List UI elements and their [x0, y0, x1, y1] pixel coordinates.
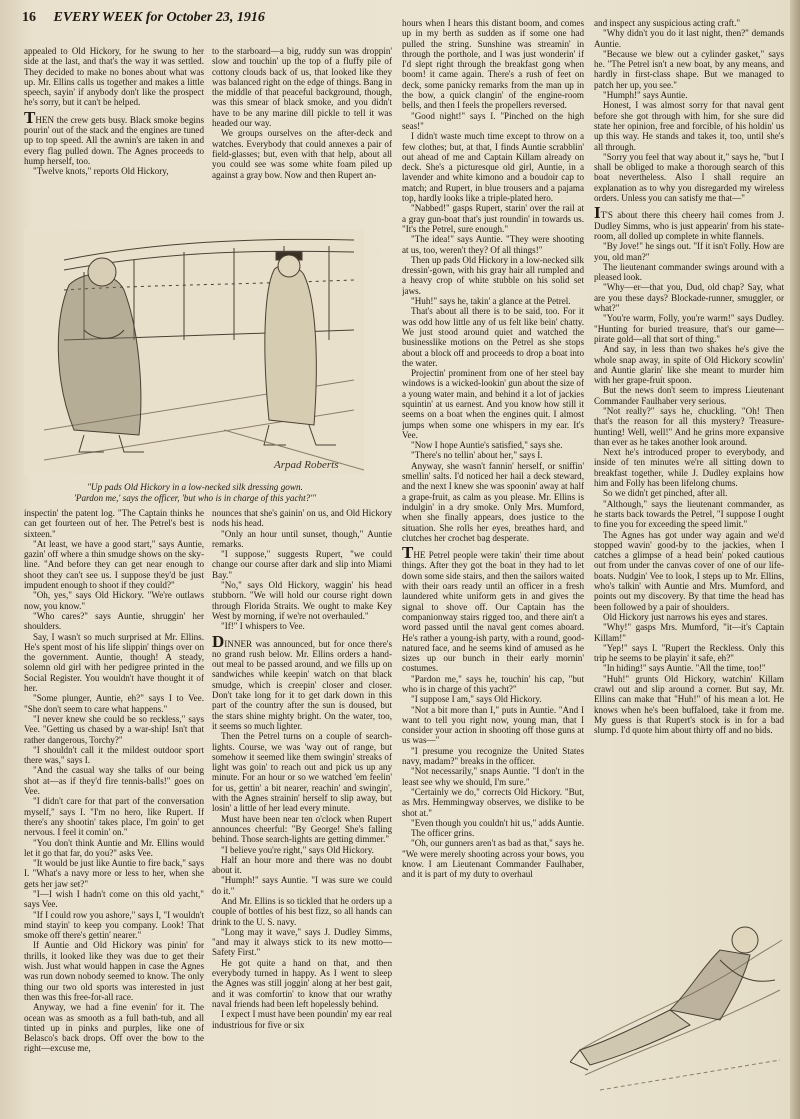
paragraph: hours when I hears this distant boom, and comes up in my berth as sudden as if some one had pulled the string. Sunshine was streamin' in through the porthole, and I was just wonderin' if I'd slept right through the breakfast gong when boom! it came again. There's a rush of feet on deck, some panicky remarks from the man up in the bow, a quick clangin' of the engine-room bells, and then I feels the propellers reversed. — [402, 18, 584, 111]
paragraph: "You don't think Auntie and Mr. Ellins would let it go that far, do you?" asks Vee. — [24, 837, 204, 858]
paragraph: "There's no tellin' about her," says I. — [411, 450, 543, 461]
story-illustration — [24, 230, 364, 474]
paragraph: The officer grins. — [411, 828, 475, 839]
paragraph: Must have been near ten o'clock when Rupert announces cheerful: "By George! She's falling behind. Those search-lights are getting dimmer." — [212, 813, 392, 845]
paragraph: "Why—er—that you, Dud, old chap? Say, what are you these days? Blockade-runner, smuggler, or what?" — [594, 282, 784, 314]
paragraph: "I shouldn't call it the mildest outdoor sport there was," says I. — [24, 744, 204, 766]
paragraph: Then up pads Old Hickory in a low-necked silk dressin'-gown, with his gray hair all rumpled and a heavy crop of white stubble on his solid set jaws. — [402, 254, 584, 296]
figure-old-hickory — [58, 274, 141, 435]
paragraph: That's about all there is to be said, too. For it was odd how little any of us felt like bein' chatty. We just stood around quiet and watched the businesslike motions on the Petrel as she stops about a block off and proceeds to drop a boat into the water. — [402, 306, 584, 368]
paragraph: "Oh, yes," says Old Hickory. "We're outlaws now, you know." — [24, 590, 204, 611]
paragraph: The Agnes has got under way again and we'd stopped wavin' good-by to the jackies, when I catches a glimpse of a head bein' poked cautious out from under the canvas cover of one of our life-boats. Nudgin' Vee to look, I steps up to Mr. Ellins, who's talkin' with Auntie and Mrs. Mumford, and points out my discovery. By that time the head has been followed by a pair of shoulders. — [594, 529, 784, 612]
paragraph: If Auntie and Old Hickory was pinin' for thrills, it looked like they was due to get their wish. Just what would happen in case the Agnes was run down nobody seemed to know. The only thing our two old sports was interested in just then was this free-for-all race. — [24, 940, 204, 1002]
paragraph: "Twelve knots," reports Old Hickory, — [33, 166, 169, 177]
column-1-top — [24, 46, 204, 228]
paragraph: to the starboard—a big, ruddy sun was droppin' slow and touchin' up the top of a fluffy pile of cottony clouds back of us, that looked like they was balanced right on the edge of things. Bang in the middle of that peaceful background, though, was this smear of black smoke, and you didn't have to be any marine dill pickle to tell it was headed our way. — [212, 46, 392, 129]
drop-cap-i: I — [594, 203, 601, 223]
figure-naval-officer — [265, 265, 316, 425]
paragraph: "At least, we have a good start," says Auntie, gazin' off where a thin smudge shows on the sky-line. "And before they can get near enough to shoot they can't see us. I suppose they'd be just impudent enough to shoot if they could?" — [24, 538, 204, 591]
column-2-top — [212, 46, 392, 228]
paragraph: "I believe you're right," says Old Hickory. — [221, 844, 374, 855]
sketch-deck-scene — [24, 230, 364, 474]
paragraph: "I suppose," suggests Rupert, "we could change our course after dark and slip into Miami Bay." — [212, 549, 392, 580]
paragraph: "Why didn't you do it last night, then?" demands Auntie. — [594, 28, 784, 49]
paragraph: Projectin' prominent from one of her steel bay windows is a wicked-lookin' gun about the size of a young water main, and behind it a lot of jackies squintin' at us earnest. And you know how still it seems on a boat when the engines quit. I almost jumps when some one whispers in my ear. It's Vee. — [402, 368, 584, 440]
paragraph: "I—I wish I hadn't come on this old yacht," says Vee. — [24, 888, 204, 910]
paragraph: "If I could row you ashore," says I, "I wouldn't mind stayin' to keep you company. Look! That smoke off there's gettin' nearer." — [24, 909, 204, 941]
paragraph: Anyway, we had a fine evenin' for it. The ocean was as smooth as a full bath-tub, and all tinted up in pinks and purples, like one of Belasco's back drops. Off over the bow to the right—excuse me, — [24, 1002, 204, 1054]
paragraph: "Not really?" says he, chuckling. "Oh! Then that's the reason for all this mystery? Treasure-hunting! Well, well!" And he grins more expansive than ever as he takes another look around. — [594, 405, 784, 447]
artist-signature: Arpad Roberts — [274, 459, 339, 471]
paragraph: "Even though you couldn't hit us," adds Auntie. — [411, 817, 584, 828]
paragraph: "Pardon me," says he, touchin' his cap, "but who is in charge of this yacht?" — [402, 673, 584, 694]
paragraph: "I didn't care for that part of the conversation myself," says I. "I'm no hero, like Rupert. If there's any shootin' takes place, I'm goin' to get nervous. I feel it comin' on." — [24, 796, 204, 838]
paragraph: "Humph!" says Auntie. — [603, 90, 688, 101]
column-3 — [402, 18, 584, 1110]
paragraph: "Good night!" says I. "Pinched on the high seas!" — [402, 110, 584, 131]
drop-cap-t: T — [402, 543, 414, 563]
rail-line — [64, 239, 354, 260]
paragraph: "By Jove!" he sings out. "If it isn't Folly. How are you, old man?" — [594, 241, 784, 262]
section-start-paragraph: IT'S about there this cheery hail comes from J. Dudley Simms, who is just appearin' from his state-room, all dolled up complete in white flannels. — [594, 203, 784, 241]
illustration-caption — [30, 482, 360, 504]
paragraph: "Because we blew out a cylinder gasket," says he. "The Petrel isn't a new boat, by any means, and hardly in first-class shape. But we managed to patch her up, you see." — [594, 48, 784, 90]
paragraph: "And the casual way she talks of our being shot at—as if they'd fire tennis-balls!" goes on Vee. — [24, 765, 204, 797]
paragraph: "Now I hope Auntie's satisfied," says she. — [411, 440, 563, 451]
paragraph: nounces that she's gainin' on us, and Old Hickory nods his head. — [212, 508, 392, 529]
paragraph: "Long may it wave," says J. Dudley Simms, "and may it always stick to its new motto—Safety First." — [212, 926, 392, 958]
caption-line: "Up pads Old Hickory in a low-necked silk dressing gown. — [87, 482, 303, 492]
paragraph: "Some plunger, Auntie, eh?" says I to Vee. "She don't seem to care what happens." — [24, 693, 204, 714]
paragraph: "I never knew she could be so reckless," says Vee. "Getting us chased by a war-ship! Isn't that rather dangerous, Torchy?" — [24, 713, 204, 745]
paragraph: "Nabbed!" gasps Rupert, starin' over the rail at a gray gun-boat that's just roundin' in towards us. "It's the Petrel, sure enough." — [402, 203, 584, 234]
paragraph: "Huh!" says he, takin' a glance at the Petrel. — [411, 296, 571, 307]
paragraph: "Certainly we do," corrects Old Hickory. "But, as Mrs. Hemmingway observes, we dislike to be shot at." — [402, 786, 584, 818]
paragraph: "Huh!" grunts Old Hickory, watchin' Killam crawl out and slip around a corner. But say, Mr. Ellins can make that "Huh!" of his mean a lot. He knows when he's been buffaloed, take it from me. My guess is that Rupert's stock is in for a bad slump. I'd quote him about thirty off and no bids. — [594, 673, 784, 736]
paragraph: Say, I wasn't so much surprised at Mr. Ellins. He's spent most of his life slippin' things over on the government. Auntie, though! A steady, solemn old girl with her pedigree printed in the Social Register. You wouldn't have thought it of her. — [24, 631, 204, 694]
paragraph: So we didn't get pinched, after all. — [603, 488, 728, 499]
paragraph: "Not necessarily," snaps Auntie. "I don't in the least see why we should, I'm sure." — [402, 766, 584, 787]
paragraph: "Why!" gasps Mrs. Mumford, "it—it's Captain Killam!" — [594, 622, 784, 643]
paragraph: "If!" I whispers to Vee. — [221, 621, 305, 632]
reclining-man-sketch — [570, 900, 788, 1110]
paragraph: Anyway, she wasn't fannin' herself, or sniffin' smellin' salts. I'd noticed her hail a deck steward, and the next I knew she was spoonin' away at half a grape-fruit, as calm as you please. Mr. Ellins is indulgin' in a dry smoke. Only Mrs. Mumford, when she finally appears, does justice to the situation. She rolls her eyes, breathes hard, and clutches her crochet bag desperate. — [402, 460, 584, 543]
section-start-paragraph: THEN the crew gets busy. Black smoke begins pourin' out of the stack and the engines are tuned up to top speed. All the awnin's are taken in and every flag pulled down. The Agnes proceeds to hump herself, too. — [24, 107, 204, 166]
page-edge-shadow — [790, 0, 800, 1119]
column-4 — [594, 18, 784, 896]
paragraph: "Oh, our gunners aren't as bad as that," says he. "We were merely shooting across your bows, you know. I am Lieutenant Commander Faulhaber, and it is part of my duty to overhaul — [402, 838, 584, 880]
paragraph: Next he's introduced proper to everybody, and inside of ten minutes we're all sitting down to breakfast together, while J. Dudley explains how him and Folly has been lifelong chums. — [594, 447, 784, 489]
paragraph: And say, in less than two shakes he's give the whole snap away, in spite of Old Hickory scowlin' and Auntie glarin' like she meant to murder him with her grape-fruit spoon. — [594, 344, 784, 386]
page-number: 16 — [22, 10, 36, 25]
paragraph: "It would be just like Auntie to fire back," says I. "What's a navy more or less to her, when she gets her jaw set?" — [24, 858, 204, 889]
paragraph: "Although," says the lieutenant commander, as he starts back towards the Petrel, "I suppose I ought to fine you for exceeding the speed limit." — [594, 498, 784, 530]
paragraph: "The idea!" says Auntie. "They were shooting at us, too, weren't they? Of all things!" — [402, 234, 584, 255]
paragraph: "In hiding!" says Auntie. "All the time, too!" — [603, 663, 766, 674]
paragraph: "I suppose I am," says Old Hickory. — [411, 694, 542, 705]
paragraph: "Yep!" says I. "Rupert the Reckless. Only this trip he seems to be playin' it safe, eh?" — [594, 642, 784, 664]
sketch-reclining-figure — [570, 900, 788, 1110]
drop-cap-t: T — [24, 107, 36, 127]
column-1-bottom — [24, 508, 204, 1108]
paragraph: "Humph!" says Auntie. "I was sure we could do it." — [212, 875, 392, 896]
paragraph: But the news don't seem to impress Lieutenant Commander Faulhaber very serious. — [594, 385, 784, 406]
caption-line: 'Pardon me,' says the officer, 'but who is in charge of this yacht?'" — [73, 493, 317, 503]
paragraph: And Mr. Ellins is so tickled that he orders up a couple of bottles of his best fizz, so all hands can drink to the U. S. navy. — [212, 895, 392, 927]
paragraph: "Sorry you feel that way about it," says he, "but I shall be obliged to make a thorough search of this boat nevertheless. Also I shall require an explanation as to why you disregarded my wireless orders. Unless you can satisfy me that—" — [594, 151, 784, 204]
paragraph: Honest, I was almost sorry for that naval gent before she got through with him, for she sure did state her opinion, free and forcible, of his holdin' us up this way. He stands and takes it, too, until she's all through. — [594, 100, 784, 152]
section-start-paragraph: THE Petrel people were takin' their time about things. After they got the boat in they had to let down some side stairs, and then the sailors waited with their oars ready until an officer in a fresh laundered white uniform gets in and gives the signal to shove off. Our Captain has the companionway stairs rigged too, and there ain't a word passed until the naval gent comes aboard. He's rather a young-ish party, with a round, good-natured face, and he seems kind of amused as he sizes up our bunch in their early mornin' costumes. — [402, 543, 584, 674]
section-start-paragraph: DINNER was announced, but for once there's no grand rush below. Mr. Ellins orders a hand-out meal to be passed around, and we fills up on sandwiches while keepin' watch on that black smudge, which is creepin' closer and closer. Don't take long for it to get dark down in this part of the country after the sun is doused, but the stars shine mighty bright. On the water, too, it seems so much lighter. — [212, 631, 392, 731]
paragraph: "Who cares?" says Auntie, shruggin' her shoulders. — [24, 610, 204, 632]
paragraph: inspectin' the patent log. "The Captain thinks he can get fourteen out of her. The Petrel's best is sixteen." — [24, 508, 204, 539]
paragraph: Half an hour more and there was no doubt about it. — [212, 854, 392, 876]
paragraph: "Not a bit more than I," puts in Auntie. "And I want to tell you right now, young man, that I consider your action in shooting off those guns at us was—" — [402, 704, 584, 746]
paragraph: "Only an hour until sunset, though," Auntie remarks. — [212, 528, 392, 549]
paragraph: Old Hickory just narrows his eyes and stares. — [603, 611, 768, 622]
column-2-bottom — [212, 508, 392, 1108]
publication-title: EVERY WEEK for October 23, 1916 — [53, 10, 265, 25]
paragraph: "I presume you recognize the United States navy, madam?" breaks in the officer. — [402, 745, 584, 767]
drop-cap-d: D — [212, 631, 225, 651]
paragraph: Then the Petrel turns on a couple of search-lights. Course, we was 'way out of range, but somehow it seemed like them swingin' streaks of light was goin' to reach out and pick us up any minute. For an hour or so we watched 'em feelin' for us, gettin' a bit nearer, reachin' and swingin', with the Agnes strainin' herself to slip away, but losin' a little of her lead every minute. — [212, 731, 392, 814]
paragraph: I didn't waste much time except to throw on a few clothes; but, at that, I finds Auntie scrabblin' out ahead of me and Captain Killam already on deck. She's a picturesque old girl, Auntie, in a lavender and white kimono and a boudoir cap to match; and Rupert, in blue trousers and a pajama top, hardly looks like a triple-plated hero. — [402, 131, 584, 204]
paragraph: and inspect any suspicious acting craft." — [594, 18, 741, 28]
paragraph: He got quite a hand on that, and then everybody turned in happy. As I went to sleep the Agnes was still joggin' along at her best gait, and it was comfortin' to know that our wrathy naval friends had been left hopelessly behind. — [212, 957, 392, 1009]
paragraph: "You're warm, Folly, you're warm!" says Dudley. "Hunting for buried treasure, that's our game—pirate gold—all that sort of thing." — [594, 313, 784, 344]
paragraph: I expect I must have been poundin' my ear real industrious for five or six — [212, 1009, 392, 1030]
paragraph: We groups ourselves on the after-deck and watches. Everybody that could annexes a pair of field-glasses; but, even with that help, about all you could see was some white foam piled up against a gray bow. Now and then Rupert an- — [212, 128, 392, 180]
paragraph: The lieutenant commander swings around with a pleased look. — [594, 261, 784, 283]
paragraph: "No," says Old Hickory, waggin' his head stubborn. "We will hold our course right down through Florida Straits. We ought to make Key West by morning, if we're not overhauled." — [212, 580, 392, 621]
paragraph: appealed to Old Hickory, for he swung to her side at the last, and that's the way it was settled. They decided to make no bones about what was up. Mr. Ellins calls us together and makes a little speech, sayin' if anybody don't like the prospect he's sorry, but it can't be helped. — [24, 46, 204, 108]
